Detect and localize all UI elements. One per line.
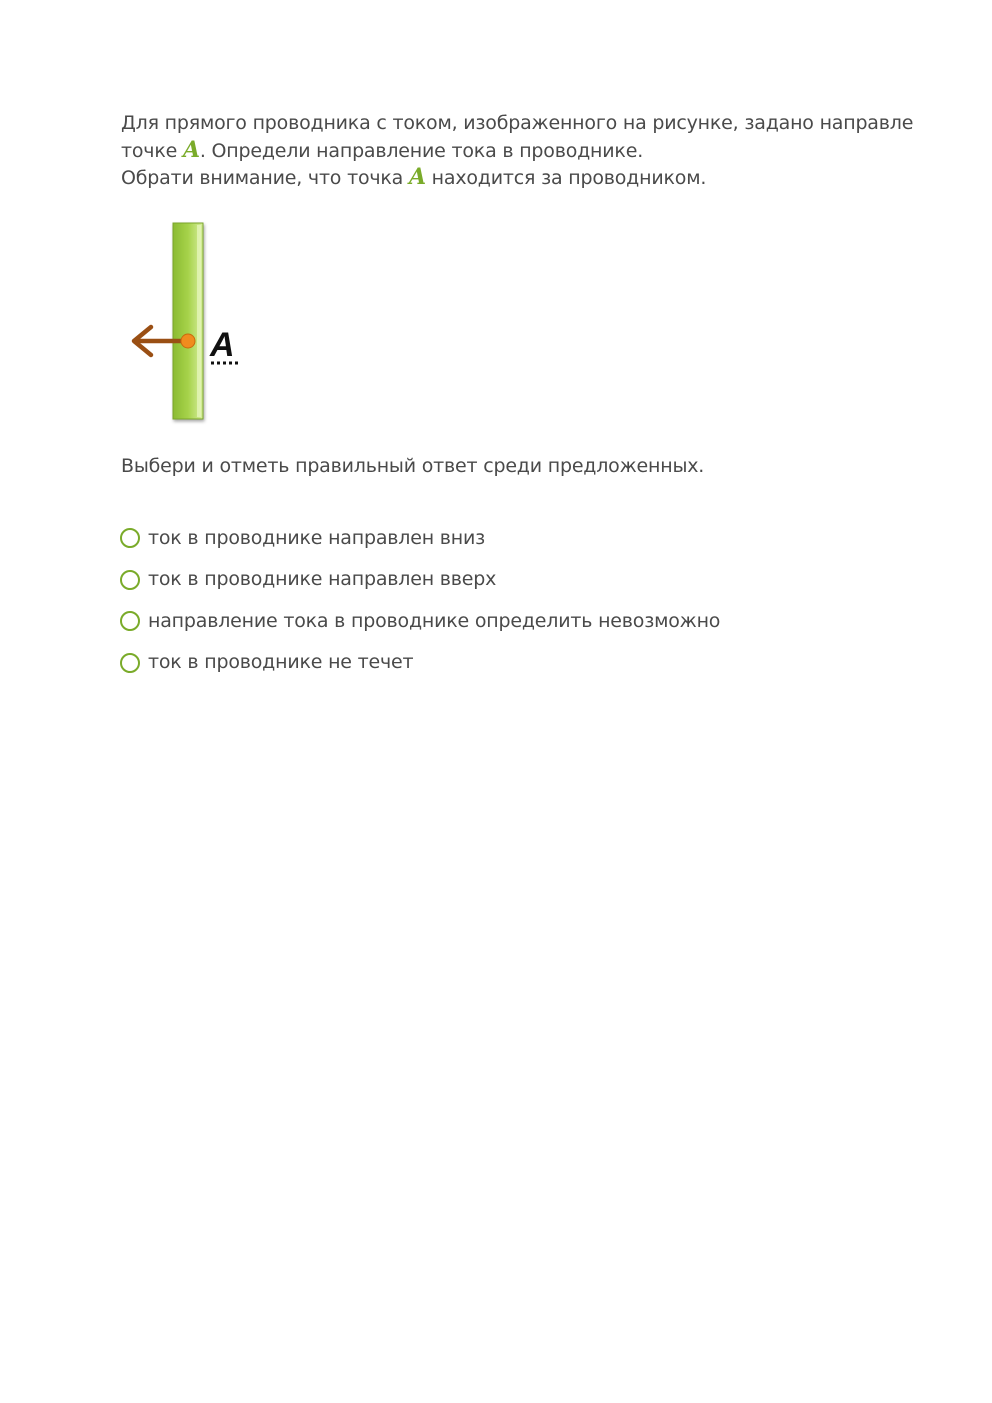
radio-button-icon[interactable] [120,528,140,548]
question-text [121,110,992,191]
answer-option-label: ток в проводнике не течет [148,651,414,673]
radio-button-icon[interactable] [120,653,140,673]
answer-options [120,524,720,690]
answer-option[interactable] [120,566,720,594]
conductor-highlight [197,225,201,417]
question-line-1 [121,110,992,137]
conductor-figure [121,215,261,430]
answer-option-label: ток в проводнике направлен вниз [148,526,486,549]
radio-button-icon[interactable] [120,611,140,631]
question-line-3 [121,164,992,191]
question-line-2-start: точке [121,140,183,162]
point-a-label: A [210,326,235,364]
instruction-text: Выбери и отметь правильный ответ среди предложенных. [121,455,705,477]
answer-option-label: направление тока в проводнике определить невозможно [148,609,721,632]
question-line-2-end: . Определи направление тока в проводнике. [199,140,644,162]
answer-option-label: ток в проводнике направлен вверх [148,568,497,590]
answer-option[interactable] [120,649,720,677]
point-a-marker [181,334,195,348]
question-line-2 [121,137,992,164]
radio-button-icon[interactable] [120,570,140,590]
point-a-symbol-2: A [408,164,426,190]
question-line-1-text: Для прямого проводника с током, изображенного на рисунке, задано направле [121,112,914,134]
answer-option[interactable] [120,524,720,552]
question-line-3-start: Обрати внимание, что точка [121,167,409,189]
answer-option[interactable] [120,607,720,635]
point-a-symbol: A [182,137,200,163]
question-line-3-end: находится за проводником. [425,167,707,189]
